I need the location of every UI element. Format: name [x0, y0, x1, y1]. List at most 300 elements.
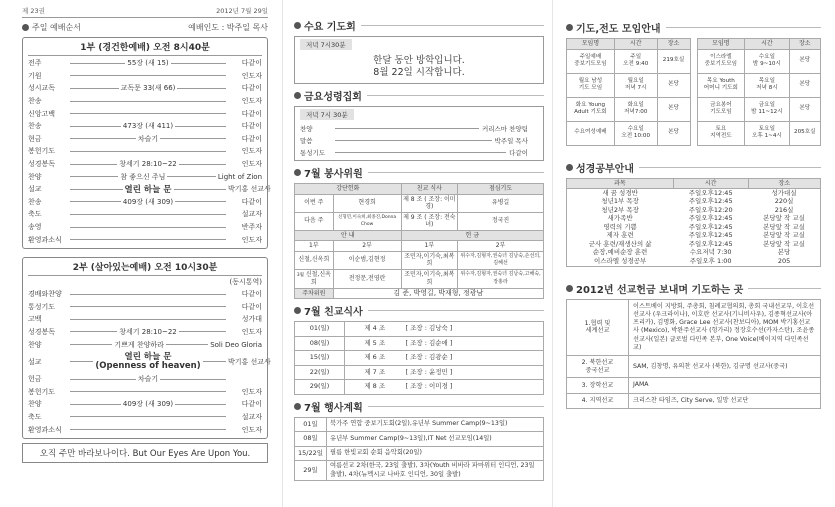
study-cell: 220실 [774, 197, 794, 205]
groups-cell: 화요 Young Adult 기도회 [567, 97, 615, 121]
table-row [697, 121, 821, 145]
friday-label: 찬양 [300, 124, 313, 133]
study-col-header: 장소 [748, 178, 820, 189]
sunday-column [0, 0, 282, 507]
mission-category: 1.협력 및 세계선교 [567, 299, 629, 356]
order-label: 경배와찬양 [28, 290, 62, 299]
study-cell: 주일오후12:45 [688, 188, 733, 197]
event-date: 01일 [295, 417, 327, 432]
table-row [567, 215, 821, 224]
table-header [567, 39, 691, 50]
order-person: 인도자 [241, 160, 262, 169]
order-person: 다같이 [241, 197, 263, 206]
study-cell: 청년2부 목장 [601, 205, 639, 214]
table-row [295, 446, 544, 461]
issue-date: 2012년 7월 29일 [216, 7, 268, 15]
fellowship-captain: [ 조장 : 이미경 ] [405, 380, 544, 395]
dotted-rule [70, 176, 118, 177]
order-row [28, 70, 262, 83]
event-date: 15/22일 [295, 446, 327, 461]
fellowship-group: 제 8 조 [345, 380, 405, 395]
fellowship-table [294, 321, 544, 395]
mission-targets: SAM, 김창명, 유의찬 선교사 (북한), 김규명 선교사(중국) [629, 356, 821, 378]
groups-col-header: 장소 [657, 39, 690, 50]
table-row [567, 378, 821, 393]
friday-heading: 금요성령집회 [294, 88, 544, 103]
order-label: 고백 [28, 315, 42, 324]
table-row [295, 461, 544, 481]
events-table [294, 417, 544, 482]
groups-col-header: 모임명 [567, 39, 615, 50]
table-row [567, 121, 691, 145]
fellowship-captain: [ 조장 : 김광순 ] [405, 351, 544, 366]
order-content: 교독문 33(새 66) [120, 84, 176, 93]
friday-time: 저녁 7시 30분 [300, 109, 354, 120]
dotted-rule [70, 306, 226, 307]
groups-cell: 본당 [657, 97, 690, 121]
order-label: 찬송 [28, 197, 42, 206]
order-content [95, 353, 200, 371]
groups-cell: 월요일 저녁 7시 [614, 73, 657, 97]
groups-cell: 목요일 저녁 8시 [745, 73, 789, 97]
groups-col-header: 모임명 [697, 39, 745, 50]
dotted-rule [175, 404, 226, 405]
event-text: 북가주 연합 중보기도회(2일),유년부 Summer Camp(9~13일) [327, 417, 544, 432]
dotted-rule [171, 63, 226, 64]
order-content: 창세기 28:10~22 [119, 160, 177, 169]
order-row [28, 233, 262, 246]
fellowship-date: 08(일) [295, 336, 345, 351]
dotted-rule [70, 189, 123, 190]
order-row [28, 196, 262, 209]
order-person: 인도자 [241, 387, 262, 396]
service1-title: 1부 (경건한예배) 오전 8시40분 [28, 40, 262, 56]
volunteers-heading: 7월 봉사위원 [294, 165, 544, 180]
fellowship-date: 29(일) [295, 380, 345, 395]
order-label: 송영 [28, 223, 42, 232]
table-row [295, 432, 544, 447]
right-column [552, 0, 835, 507]
dotted-rule [70, 361, 93, 362]
groups-cell: 수요일 오전 10:00 [614, 121, 657, 145]
order-row [28, 288, 262, 301]
study-cell: 순장,예비순장 훈련 [592, 248, 648, 256]
order-content: 409장 (새 309) [122, 400, 174, 409]
sermon-subtitle: (Openness of heaven) [95, 360, 201, 371]
order-person: 다같이 [241, 109, 262, 118]
dotted-rule [70, 164, 117, 165]
order-label: 성경봉독 [28, 160, 56, 169]
order-content: 차슬기 [137, 134, 159, 143]
study-cell: 본당앞 작 교실 [763, 222, 805, 231]
order-row [28, 313, 262, 326]
fellowship-captain: [ 조장 : 김순애 ] [405, 336, 544, 351]
event-date: 08일 [295, 432, 327, 447]
dotted-rule [70, 344, 112, 345]
table-row [697, 97, 821, 121]
study-heading: 성경공부안내 [566, 160, 821, 175]
table-row [567, 49, 691, 73]
table-row [295, 351, 544, 366]
dotted-rule [70, 331, 117, 332]
event-date: 29일 [295, 461, 327, 481]
study-table [566, 178, 821, 267]
fellowship-captain: [ 조장 : 김낭숙 ] [405, 322, 544, 337]
fellowship-group: 제 5 조 [345, 336, 405, 351]
service1-rows [28, 57, 271, 246]
sunday-leader: 예배인도 : 박주일 목사 [188, 23, 268, 32]
order-row [28, 120, 262, 133]
order-person: 인도자 [241, 425, 262, 434]
order-label: 찬송 [28, 122, 42, 131]
order-content: 409장 (새 309) [122, 197, 174, 206]
order-label: 전주 [28, 59, 42, 68]
middle-column [282, 0, 552, 507]
wednesday-time: 저녁 7시30분 [300, 39, 352, 50]
order-row [28, 411, 262, 424]
events-heading: 7월 행사계획 [294, 399, 544, 414]
event-text: 필름 한빛교회 순회 음악회(20일) [327, 446, 544, 461]
groups-cell: 이스라엘 중보기도모임 [697, 49, 745, 73]
service2-rows [28, 288, 271, 436]
dotted-rule [175, 126, 226, 127]
bullet-icon [294, 92, 301, 99]
friday-label: 통성기도 [300, 148, 326, 157]
footer-motto: 오직 주만 바라보나이다. But Our Eyes Are Upon You. [22, 443, 268, 463]
order-row [28, 170, 262, 183]
order-person: 다같이 [241, 400, 263, 409]
table-row [567, 232, 821, 241]
groups-table-right [697, 38, 822, 146]
groups-cell: 수요일 밤 9~10시 [745, 49, 789, 73]
order-row [28, 82, 262, 95]
dotted-rule [174, 189, 227, 190]
order-person: 인도자 [241, 147, 262, 156]
dotted-rule [177, 88, 226, 89]
friday-row [300, 122, 538, 134]
study-cell: 영력의 기쁨 [603, 222, 637, 231]
order-row [28, 385, 262, 398]
dotted-rule [335, 140, 492, 141]
dotted-rule [203, 361, 226, 362]
dotted-rule [166, 344, 208, 345]
study-cell: 본당 [777, 248, 791, 256]
dotted-rule [335, 152, 506, 153]
study-cell: 새가족반 [607, 214, 633, 222]
order-person: 다같이 [241, 59, 263, 68]
bullet-icon [294, 169, 301, 176]
study-cell: 주일오후12:45 [688, 197, 733, 205]
table-row [697, 73, 821, 97]
order-row [28, 95, 262, 108]
groups-cell: 목요 Youth 어머니 기도회 [697, 73, 745, 97]
friday-box [294, 106, 544, 161]
study-cell: 군사 훈련/재생산의 삶 [588, 239, 652, 248]
order-row [28, 373, 262, 386]
dotted-rule [167, 176, 215, 177]
table-header [697, 39, 821, 50]
table-row [567, 97, 691, 121]
table-row [567, 73, 691, 97]
groups-col-header: 시간 [745, 39, 789, 50]
order-label: 통성기도 [28, 302, 56, 311]
groups-cell: 본당 [789, 49, 820, 73]
fellowship-captain: [ 조장 : 윤정민 ] [405, 365, 544, 380]
groups-heading: 기도,전도 모임안내 [566, 20, 821, 35]
order-row [28, 338, 262, 351]
dotted-rule [175, 201, 226, 202]
order-person: 박기홍 선교사 [228, 185, 271, 194]
dotted-rule [70, 201, 121, 202]
order-row [28, 158, 262, 171]
study-cell: 주일오후 1:00 [689, 256, 732, 265]
order-person: 다같이 [241, 122, 263, 131]
table-row [697, 49, 821, 73]
table-header [567, 178, 821, 189]
order-label: 환영과소식 [28, 235, 62, 244]
wednesday-heading: 수요 기도회 [294, 18, 544, 33]
groups-col-header: 시간 [614, 39, 657, 50]
study-cell: 주일오후12:45 [688, 239, 733, 248]
dotted-rule [160, 379, 226, 380]
order-row [28, 221, 262, 234]
order-content: 열린 하늘 문 [124, 185, 172, 196]
order-label: 찬양 [28, 400, 42, 409]
order-row [28, 351, 271, 373]
study-cell: 이스라엘 성경공부 [593, 256, 647, 265]
order-content: 참 좋으신 주님 [120, 172, 166, 181]
groups-cell: 화요일 저녁7:00 [614, 97, 657, 121]
dotted-rule [70, 63, 125, 64]
order-label: 기원 [28, 71, 42, 80]
bullet-icon [22, 24, 29, 31]
order-content: 창세기 28:10~22 [119, 327, 177, 336]
table-row [567, 249, 821, 258]
volunteers-table: 강단헌화 친교 식사 점심기도 이번 주 현경희 제 8 조 ( 조장: 이미경) 유병길 다음 주 신형민,이숙희,최종진,Donna Chow 제 9 조 ( 조장: 전숙녀) 정국진 안 내 헌 금 1부 2부 1부 2부 신철,신옥희 이순범,김현정 조민자,이기숙,최복희 위수자,김형자,권숙녀 김낭숙,손선의,김혜선 3월 신철,신옥희 전정문,전영란 조민자,이기숙,최복희 위수자,김형자,권숙녀 김낭숙,고해숙,장홍라 주차위원 김 준, 박영길, 박재형, 정광남 [294, 183, 544, 299]
mission-category: 2. 북한선교 중국선교 [567, 356, 629, 378]
order-row [28, 145, 262, 158]
fellowship-date: 01(일) [295, 322, 345, 337]
order-person: 다같이 [241, 302, 262, 311]
order-label: 헌금 [28, 375, 42, 384]
order-content: 55장 (새 15) [127, 59, 169, 68]
order-content: 차슬기 [137, 375, 159, 384]
groups-cell: 토요일 오후 1~4시 [745, 121, 789, 145]
order-person: 다같이 [241, 290, 262, 299]
order-row [28, 107, 262, 120]
fellowship-group: 제 4 조 [345, 322, 405, 337]
sunday-title: 주일 예배순서 [32, 23, 81, 32]
mission-targets: JAMA [629, 378, 821, 393]
wednesday-box [294, 36, 544, 84]
groups-cell: 219호실 [657, 49, 690, 73]
order-content: 473장 (새 411) [122, 122, 174, 131]
dotted-rule [335, 128, 479, 129]
study-cell: 주일오후12:45 [688, 231, 733, 239]
mission-targets: 크리스찬 타임즈, City Serve, 일망 선교단 [629, 393, 821, 408]
missions-table [566, 299, 821, 409]
fellowship-heading: 7월 친교식사 [294, 303, 544, 318]
study-col-header: 시간 [673, 178, 748, 189]
order-label: 성시교독 [28, 84, 56, 93]
groups-cell: 본당 [789, 73, 820, 97]
friday-row [300, 146, 538, 158]
order-label: 설교 [28, 357, 42, 366]
order-label: 축도 [28, 210, 42, 219]
order-label: 설교 [28, 185, 42, 194]
dotted-rule [160, 138, 226, 139]
issue-number: 제 23권 [22, 7, 45, 15]
order-person: 성가대 [241, 315, 262, 324]
order-row [28, 208, 262, 221]
order-row [28, 398, 262, 411]
dotted-rule [70, 101, 226, 102]
order-person: 인도자 [241, 97, 262, 106]
table-row [295, 380, 544, 395]
friday-row [300, 134, 538, 146]
table-row [295, 365, 544, 380]
order-content-en: Light of Zion [217, 172, 263, 181]
dotted-rule [70, 151, 226, 152]
fellowship-date: 15(일) [295, 351, 345, 366]
groups-col-header: 장소 [789, 39, 820, 50]
dotted-rule [70, 239, 226, 240]
groups-tables [566, 38, 821, 146]
friday-person: 다같이 [509, 148, 528, 157]
order-person: 인도자 [241, 327, 262, 336]
dotted-rule [70, 138, 136, 139]
sunday-header [22, 22, 268, 33]
friday-label: 말씀 [300, 136, 313, 145]
study-cell: 205 [777, 256, 791, 265]
dotted-rule [70, 88, 119, 89]
order-label: 찬양 [28, 172, 42, 181]
groups-cell: 수요여성예배 [567, 121, 615, 145]
study-cell: 주일오후12:45 [688, 222, 733, 231]
order-person: 다같이 [241, 84, 262, 93]
order-person: 다같이 [241, 134, 263, 143]
order-label: 축도 [28, 412, 42, 421]
order-label: 신앙고백 [28, 109, 56, 118]
order-row [28, 326, 262, 339]
dotted-rule [70, 379, 136, 380]
order-content-en: Soli Deo Gloria [210, 340, 262, 349]
event-text: 유년부 Summer Camp(9~13일),IT Net 선교모임(14일) [327, 432, 544, 447]
order-row [28, 183, 271, 196]
table-row [295, 322, 544, 337]
page-header [22, 6, 268, 18]
order-person: 설교자 [241, 412, 262, 421]
study-cell: 본당앞 작 교실 [763, 231, 805, 239]
study-cell: 청년1부 목장 [601, 197, 639, 205]
mission-category: 4. 지역선교 [567, 393, 629, 408]
study-cell: 216실 [774, 205, 794, 214]
order-label: 찬송 [28, 97, 42, 106]
order-label: 찬양 [28, 340, 42, 349]
groups-cell: 주일 오전 9:40 [614, 49, 657, 73]
study-cell: 새 꿈 성경반 [602, 188, 638, 197]
order-person: 인도자 [241, 235, 262, 244]
dotted-rule [179, 331, 226, 332]
dotted-rule [70, 319, 226, 320]
order-person: 박기홍 선교사 [228, 357, 271, 366]
dotted-rule [70, 126, 121, 127]
bullet-icon [294, 22, 301, 29]
dotted-rule [70, 404, 121, 405]
study-cell: 본당앞 작 교실 [763, 239, 805, 248]
groups-cell: 본당 [789, 97, 820, 121]
table-row [567, 198, 821, 207]
dotted-rule [70, 214, 226, 215]
groups-cell: 205호실 [789, 121, 820, 145]
bullet-icon [566, 24, 573, 31]
dotted-rule [179, 164, 226, 165]
study-col-header: 과목 [567, 178, 674, 189]
mission-targets: 이스트베이 지방회, 주총회, 침례교협의회, 총회 국내선교부, 이호선선교사 (우크라이나), 이호란 선교사(기니비사우), 김종혁선교사(아프리카), 김명화, Grace Lee 선교사(찬보디아), MOM 박기홍선교사 (Mexico), 박완주선교사 (헝가리) 정장호수선(카자스탄), 조윤종 선교사(일본) 글로벌 다민족 본부, One Voice(베이지역 다민족선교) [629, 299, 821, 356]
order-person: 설교자 [241, 210, 262, 219]
groups-cell: 본당 [657, 73, 690, 97]
wednesday-message: 한달 동안 방학입니다. 8월 22일 시작합니다. [373, 55, 465, 78]
dotted-rule [70, 429, 226, 430]
event-text: 여름선교 2차(한국, 23일 출발), 3차(Youth 비바라 파마위터 인디언, 23일 출발), 4차(뉴멕시코 나바호 인디언, 30일 출발) [327, 461, 544, 481]
service2-title: 2부 (살아있는예배) 오전 10시30분 [28, 260, 262, 276]
study-cell: 성가대실 [771, 188, 797, 197]
order-row [28, 133, 262, 146]
groups-cell: 토요 지역전도 [697, 121, 745, 145]
study-cell: 주일오후12:20 [688, 205, 733, 214]
groups-table-left [566, 38, 691, 146]
order-label: 환영과소식 [28, 425, 62, 434]
service2-note: (동시통역) [229, 277, 262, 286]
fellowship-date: 22(일) [295, 365, 345, 380]
order-label: 봉헌기도 [28, 147, 56, 156]
fellowship-group: 제 7 조 [345, 365, 405, 380]
service1-box [22, 37, 271, 249]
dotted-rule [70, 391, 226, 392]
order-person: 인도자 [241, 71, 262, 80]
groups-cell: 본당 [657, 121, 690, 145]
order-person: 반주자 [241, 223, 262, 232]
order-label: 봉헌기도 [28, 387, 56, 396]
bullet-icon [294, 307, 301, 314]
table-row [567, 257, 821, 266]
dotted-rule [70, 294, 226, 295]
table-row [567, 356, 821, 378]
order-content: 기쁘게 찬양하라 [114, 340, 164, 349]
order-row [28, 301, 262, 314]
table-row [567, 393, 821, 408]
bullet-icon [566, 285, 573, 292]
dotted-rule [70, 416, 226, 417]
study-cell: 수요저녁 7:30 [689, 248, 732, 256]
order-label: 현금 [28, 134, 42, 143]
friday-person: 커리스마 찬양팀 [481, 124, 528, 133]
bullet-icon [566, 164, 573, 171]
dotted-rule [70, 227, 226, 228]
study-cell: 제자 훈련 [606, 231, 634, 239]
groups-cell: 월요 남성 기도 모임 [567, 73, 615, 97]
study-cell: 본당앞 작 교실 [763, 214, 805, 222]
dotted-rule [70, 75, 226, 76]
order-row [28, 423, 262, 436]
study-cell: 주일오후12:45 [688, 214, 733, 222]
dotted-rule [70, 113, 226, 114]
order-row [28, 57, 262, 70]
mission-category: 3. 장학선교 [567, 378, 629, 393]
table-row [567, 299, 821, 356]
order-label: 성경봉독 [28, 327, 56, 336]
groups-cell: 금요봉어 기도모임 [697, 97, 745, 121]
